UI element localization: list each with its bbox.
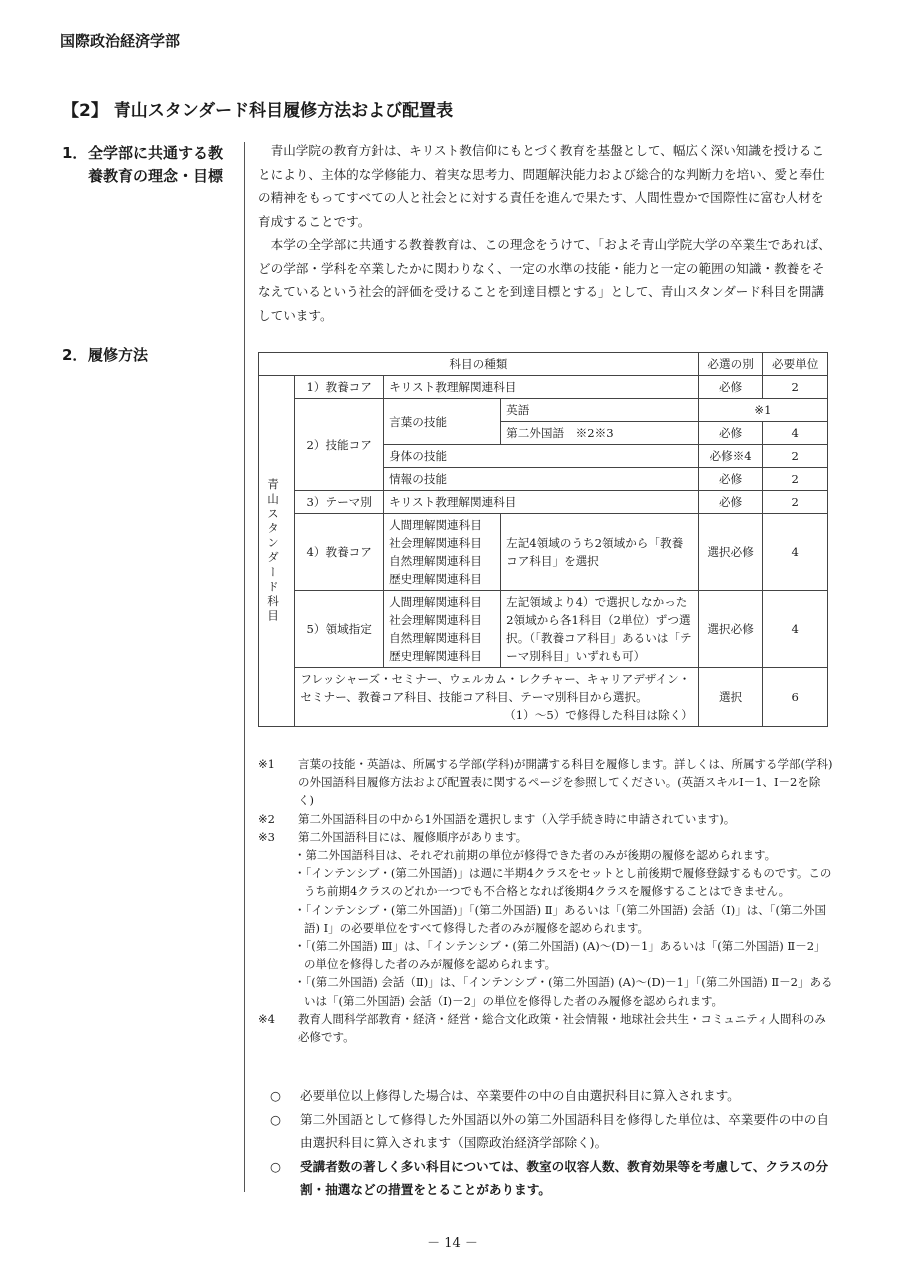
footnote-mark: ※3: [258, 829, 275, 844]
footnote-text: 言葉の技能・英語は、所属する学部(学科)が開講する科目を履修します。詳しくは、所属する学部(学科)の外国語科目履修方法および配置表に関するページを参照してください。(英語スキルⅠ－1、Ⅰ－2を除く): [298, 757, 833, 808]
footnote-text: 教育人間科学部教育・経済・経営・総合文化政策・社会情報・地球社会共生・コミュニティ人間科のみ必修です。: [298, 1011, 826, 1045]
category-cell: 4）教養コア: [295, 514, 384, 591]
page-number: － 14 －: [427, 1236, 478, 1251]
footnotes: [258, 755, 833, 1046]
footnote-4: [258, 1010, 833, 1046]
area-item: 社会理解関連科目: [389, 613, 482, 627]
areas-cell: [384, 591, 501, 668]
s2-title: 履修方法: [88, 346, 149, 364]
description-cell: 左記領域より4）で選択しなかった2領域から各1科目（2単位）ずつ選択。（「教養コア科目」あるいは「テーマ別科目」いずれも可）: [501, 591, 699, 668]
s1-paragraph-2: 本学の全学部に共通する教養教育は、この理念をうけて、「およそ青山学院大学の卒業生であれば、どの学部・学科を卒業したかに関わりなく、一定の水準の技能・能力と一定の範囲の知識・教養をそなえているという社会的評価を受けることを到達目標とする」として、青山スタンダード科目を開講しています。: [258, 237, 831, 323]
requirement-cell: 必修: [698, 468, 763, 491]
category-cell: 5）領域指定: [295, 591, 384, 668]
side-label-cell: [259, 376, 295, 727]
category-cell: 1）教養コア: [295, 376, 384, 399]
section-title: 【2】 青山スタンダード科目履修方法および配置表: [62, 101, 454, 121]
footnote-bullet: ・「インテンシブ・(第二外国語)」は週に半期4クラスをセットとし前後期で履修登録するものです。このうち前期4クラスのどれか一つでも不合格となれば後期4クラスを履修することはできません。: [294, 866, 832, 899]
table-row: [259, 668, 828, 727]
requirement-cell: 選択必修: [698, 514, 763, 591]
table-row: [259, 514, 828, 591]
circle-bullet-icon: ○: [270, 1158, 281, 1174]
footnote-3: [258, 828, 833, 846]
remark-text: 必要単位以上修得した場合は、卒業要件の中の自由選択科目に算入されます。: [300, 1088, 740, 1103]
footnote-bullet: ・「インテンシブ・(第二外国語)」「(第二外国語) Ⅱ」あるいは「(第二外国語) 会話（Ⅰ)」は、「(第二外国語) Ⅰ」の必要単位をすべて修得した者のみが履修を認められます。: [294, 902, 826, 935]
subject-cell: 英語: [501, 399, 699, 422]
description-cell: [295, 668, 699, 727]
footnote-bullet: ・「(第二外国語) 会話（Ⅱ)」は、「インテンシブ・(第二外国語) (A)〜(D)－1」「(第二外国語) Ⅱ－2」あるいは「(第二外国語) 会話（Ⅰ)－2」の単位を修得した者のみ履修を認められます。: [294, 975, 833, 1008]
s1-heading-line1: 全学部に共通する教: [88, 144, 224, 162]
units-cell: 4: [763, 514, 828, 591]
footnote-mark: ※2: [258, 811, 275, 826]
footnote-bullet: ・第二外国語科目は、それぞれ前期の単位が修得できた者のみが後期の履修を認められます。: [294, 848, 777, 863]
faculty-header: 国際政治経済学部: [60, 32, 181, 50]
units-cell: 4: [763, 591, 828, 668]
units-cell: 2: [763, 491, 828, 514]
table-row: [259, 376, 828, 399]
remark-item: [270, 1155, 835, 1202]
area-item: 自然理解関連科目: [389, 554, 482, 568]
units-cell: 4: [763, 422, 828, 445]
units-cell: 6: [763, 668, 828, 727]
requirement-cell: 選択必修: [698, 591, 763, 668]
subject-cell: キリスト教理解関連科目: [384, 376, 699, 399]
area-item: 社会理解関連科目: [389, 536, 482, 550]
footnote-mark: ※4: [258, 1011, 275, 1026]
table-row: [259, 399, 828, 422]
footnote-1: [258, 755, 833, 810]
subject-cell: 第二外国語 ※2※3: [501, 422, 699, 445]
circle-bullet-icon: ○: [270, 1088, 281, 1103]
footnote-text: 第二外国語科目の中から1外国語を選択します（入学手続き時に申請されています)。: [298, 811, 736, 826]
s2-number: 2．: [62, 346, 88, 364]
table-header-row: [259, 353, 828, 376]
subject-cell: 身体の技能: [384, 445, 699, 468]
s1-heading: [62, 142, 223, 188]
remarks: [270, 1084, 835, 1202]
subject-cell: キリスト教理解関連科目: [384, 491, 699, 514]
requirement-cell: 必修: [698, 376, 763, 399]
area-item: 人間理解関連科目: [389, 518, 482, 532]
subject-cell: 情報の技能: [384, 468, 699, 491]
description-cell: 左記4領域のうち2領域から「教養コア科目」を選択: [501, 514, 699, 591]
category-cell: 3）テーマ別: [295, 491, 384, 514]
s1-heading-line2: 養教育の理念・目標: [88, 167, 224, 185]
circle-bullet-icon: ○: [270, 1111, 281, 1127]
units-cell: 2: [763, 376, 828, 399]
vertical-divider: [244, 142, 245, 1192]
header-requirement: 必選の別: [698, 353, 763, 376]
requirement-cell: 必修※4: [698, 445, 763, 468]
elective-description: フレッシャーズ・セミナー、ウェルカム・レクチャー、キャリアデザイン・セミナー、教養コア科目、技能コア科目、テーマ別科目から選択。: [300, 672, 691, 704]
footnote-mark: ※1: [258, 757, 275, 771]
remark-item: [270, 1108, 835, 1155]
units-cell: 2: [763, 468, 828, 491]
area-item: 自然理解関連科目: [389, 631, 482, 645]
units-cell: 2: [763, 445, 828, 468]
area-item: 人間理解関連科目: [389, 595, 482, 609]
s1-paragraph-1: 青山学院の教育方針は、キリスト教信仰にもとづく教育を基盤として、幅広く深い知識を授けることにより、主体的な学修能力、着実な思考力、問題解決能力および総合的な判断力を培い、愛と奉仕の精神をもってすべての人と社会とに対する責任を進んで果たす、人間性豊かで国際性に富む人材を育成することです。: [258, 143, 825, 229]
s2-heading: [62, 344, 148, 367]
areas-cell: [384, 514, 501, 591]
remark-text: 第二外国語として修得した外国語以外の第二外国語科目を修得した単位は、卒業要件の中の自由選択科目に算入されます（国際政治経済学部除く)。: [300, 1111, 829, 1150]
header-course-type: 科目の種類: [259, 353, 699, 376]
requirement-cell: 選択: [698, 668, 763, 727]
side-label: 青山スタンダード科目: [266, 478, 280, 624]
area-item: 歴史理解関連科目: [389, 649, 482, 663]
footnote-bullet: ・「(第二外国語) Ⅲ」は、「インテンシブ・(第二外国語) (A)〜(D)－1」あるいは「(第二外国語) Ⅱ－2」の単位を修得した者のみが履修を認められます。: [294, 939, 826, 972]
note-cell: ※1: [698, 399, 827, 422]
s1-body: [258, 139, 833, 327]
subcategory-cell: 言葉の技能: [384, 399, 501, 445]
remark-text: 受講者数の著しく多い科目については、教室の収容人数、教育効果等を考慮して、クラスの分割・抽選などの措置をとることがあります。: [300, 1158, 829, 1197]
requirement-cell: 必修: [698, 491, 763, 514]
elective-exclusion: （1）〜5）で修得した科目は除く）: [504, 708, 693, 722]
standard-course-table: [258, 352, 828, 727]
category-cell: 2）技能コア: [295, 399, 384, 491]
footnote-text: 第二外国語科目には、履修順序があります。: [298, 829, 528, 844]
remark-item: [270, 1084, 835, 1108]
header-units: 必要単位: [763, 353, 828, 376]
table-row: [259, 491, 828, 514]
area-item: 歴史理解関連科目: [389, 572, 482, 586]
footnote-2: [258, 810, 833, 828]
requirement-cell: 必修: [698, 422, 763, 445]
s1-number: 1．: [62, 144, 88, 162]
table-row: [259, 591, 828, 668]
